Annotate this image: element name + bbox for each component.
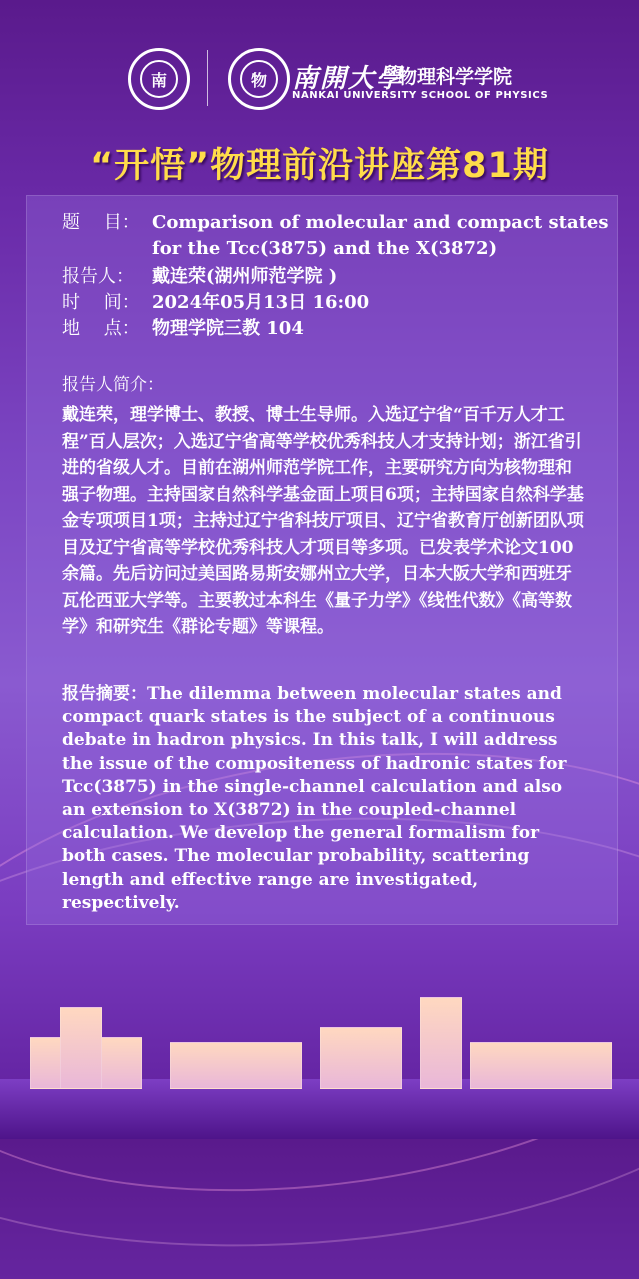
- time-value: 2024年05月13日 16:00: [152, 292, 370, 313]
- building: [170, 1042, 302, 1089]
- tower: [60, 1007, 102, 1089]
- abstract: [62, 683, 587, 915]
- bio-heading: 报告人简介：: [62, 375, 164, 395]
- header: [0, 40, 639, 120]
- nankai-university-seal: [128, 48, 190, 110]
- school-name-en: NANKAI UNIVERSITY SCHOOL OF PHYSICS: [292, 90, 549, 101]
- header-divider: [207, 50, 208, 106]
- place-label: 地 点：: [62, 318, 140, 339]
- time-label: 时 间：: [62, 292, 140, 313]
- tower: [420, 997, 462, 1089]
- seal-emblem: 南: [140, 60, 178, 98]
- school-name-cn: 物理科学学院: [398, 66, 513, 88]
- speaker-value: 戴连荣(湖州师范学院 ): [152, 266, 338, 287]
- school-of-physics-seal: [228, 48, 290, 110]
- campus-skyline-illustration: [0, 990, 639, 1139]
- building: [320, 1027, 402, 1089]
- topic-line-1: Comparison of molecular and compact states: [152, 212, 609, 233]
- speaker-label: 报告人：: [62, 266, 134, 287]
- seal-emblem: 物: [240, 60, 278, 98]
- bio-text: 戴连荣，理学博士、教授、博士生导师。入选辽宁省“百千万人才工程”百人层次；入选辽宁省高等学校优秀科技人才支持计划；浙江省引进的省级人才。目前在湖州师范学院工作，主要研究方向为核物理和强子物理。主持国家自然科学基金面上项目6项；主持国家自然科学基金专项项目1项；主持过辽宁省科技厅项目、辽宁省教育厅创新团队项目及辽宁省高等学校优秀科技人才项目等多项。已发表学术论文100余篇。先后访问过美国路易斯安娜州立大学，日本大阪大学和西班牙瓦伦西亚大学等。主要教过本科生《量子力学》《线性代数》《高等数学》和研究生《群论专题》等课程。: [62, 405, 584, 637]
- topic-label: 题 目：: [62, 212, 140, 233]
- abstract-text: The dilemma between molecular states and compact quark states is the subject of a continuous debate in hadron physics. In this talk, I will address the issue of the compositeness of hadronic states for Tcc(3875) in the single-channel calculation and also an extension to X(3872) in the coupled-channel calculation. We develop the general formalism for both cases. The molecular probability, scattering length and effective range are investigated, respectively.: [62, 684, 567, 913]
- page-title: “开悟”物理前沿讲座第81期: [90, 146, 549, 186]
- topic-line-2: for the Tcc(3875) and the X(3872): [152, 238, 498, 259]
- building: [470, 1042, 612, 1089]
- place-value: 物理学院三教 104: [152, 318, 304, 339]
- university-name-cn: 南開大學: [292, 64, 405, 94]
- abstract-label: 报告摘要：: [62, 684, 147, 704]
